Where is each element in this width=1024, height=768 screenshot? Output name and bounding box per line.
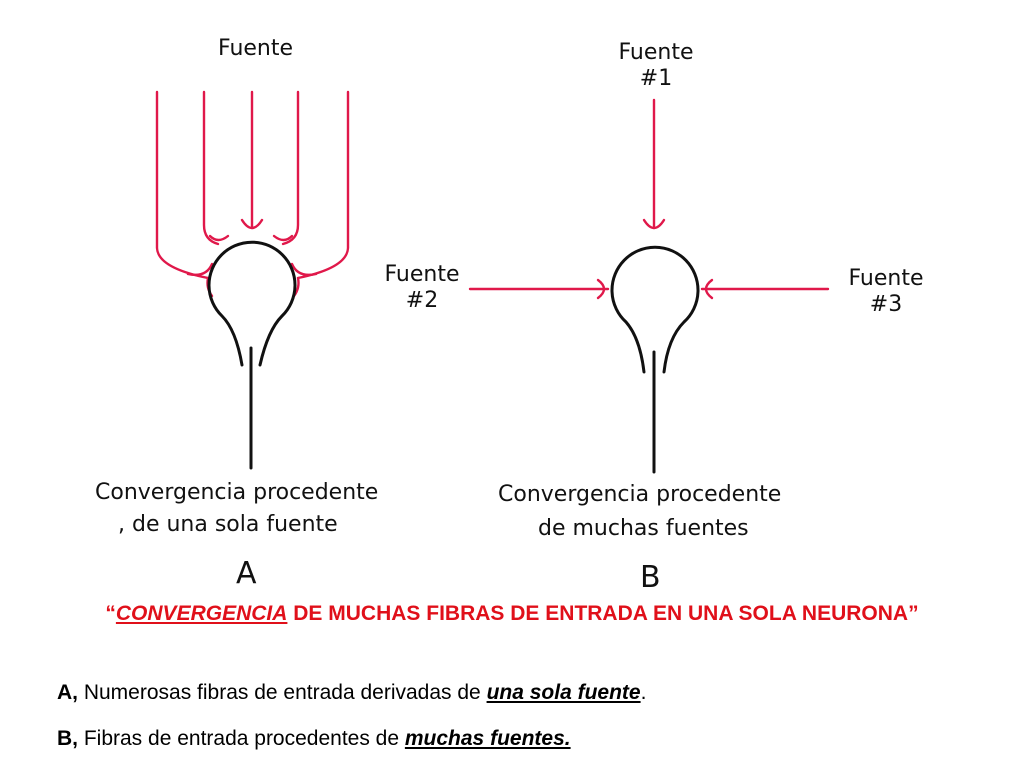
- panel-a-fibers: [157, 92, 348, 296]
- terminal-a-4: [274, 236, 292, 240]
- heading-emphasis: CONVERGENCIA: [115, 602, 288, 625]
- panel-b-source3-label: [838, 266, 934, 318]
- panel-b-fibers: [470, 100, 828, 298]
- fiber-a-4: [283, 92, 298, 244]
- panel-b-letter: B: [640, 560, 661, 595]
- panel-a-caption-line2: , de una sola fuente: [118, 512, 338, 537]
- fiber-a-5: [298, 92, 348, 278]
- caption-a-emphasis: una sola fuente: [486, 681, 641, 704]
- panel-a-caption-line1: Convergencia procedente: [95, 480, 379, 505]
- caption-a-text: Numerosas fibras de entrada derivadas de: [78, 681, 487, 704]
- panel-a-neuron: [209, 242, 295, 468]
- panel-b-source1-label: [608, 40, 704, 92]
- source1-number: #1: [639, 66, 673, 91]
- panel-b-caption-line2: de muchas fuentes: [538, 516, 749, 541]
- caption-b-emphasis: muchas fuentes.: [404, 727, 571, 750]
- caption-a: [57, 680, 646, 706]
- heading-rest: DE MUCHAS FIBRAS DE ENTRADA EN UNA SOLA NEURONA”: [287, 602, 919, 625]
- terminal-a-5: [292, 264, 316, 275]
- caption-b-prefix: B,: [57, 727, 78, 750]
- source1-name: Fuente: [618, 40, 694, 65]
- source2-name: Fuente: [384, 262, 460, 287]
- caption-b: [57, 726, 571, 752]
- fiber-a-1: [157, 92, 208, 278]
- caption-b-text: Fibras de entrada procedentes de: [78, 727, 405, 750]
- neuron-a-soma: [209, 242, 295, 365]
- caption-a-prefix: A,: [57, 681, 78, 704]
- fiber-a-2: [204, 92, 218, 244]
- panel-b-source2-label: [374, 262, 470, 314]
- terminal-a-2: [210, 236, 228, 240]
- caption-a-suffix: .: [640, 681, 647, 704]
- source3-number: #3: [869, 292, 903, 317]
- panel-a-letter: A: [236, 556, 257, 591]
- panel-a-source-label: Fuente: [218, 36, 294, 61]
- slide-heading: [40, 600, 984, 628]
- source3-name: Fuente: [848, 266, 924, 291]
- heading-open-quote: “: [105, 602, 116, 625]
- source2-number: #2: [405, 288, 439, 313]
- panel-b-caption-line1: Convergencia procedente: [498, 482, 782, 507]
- panel-b-neuron: [612, 247, 698, 472]
